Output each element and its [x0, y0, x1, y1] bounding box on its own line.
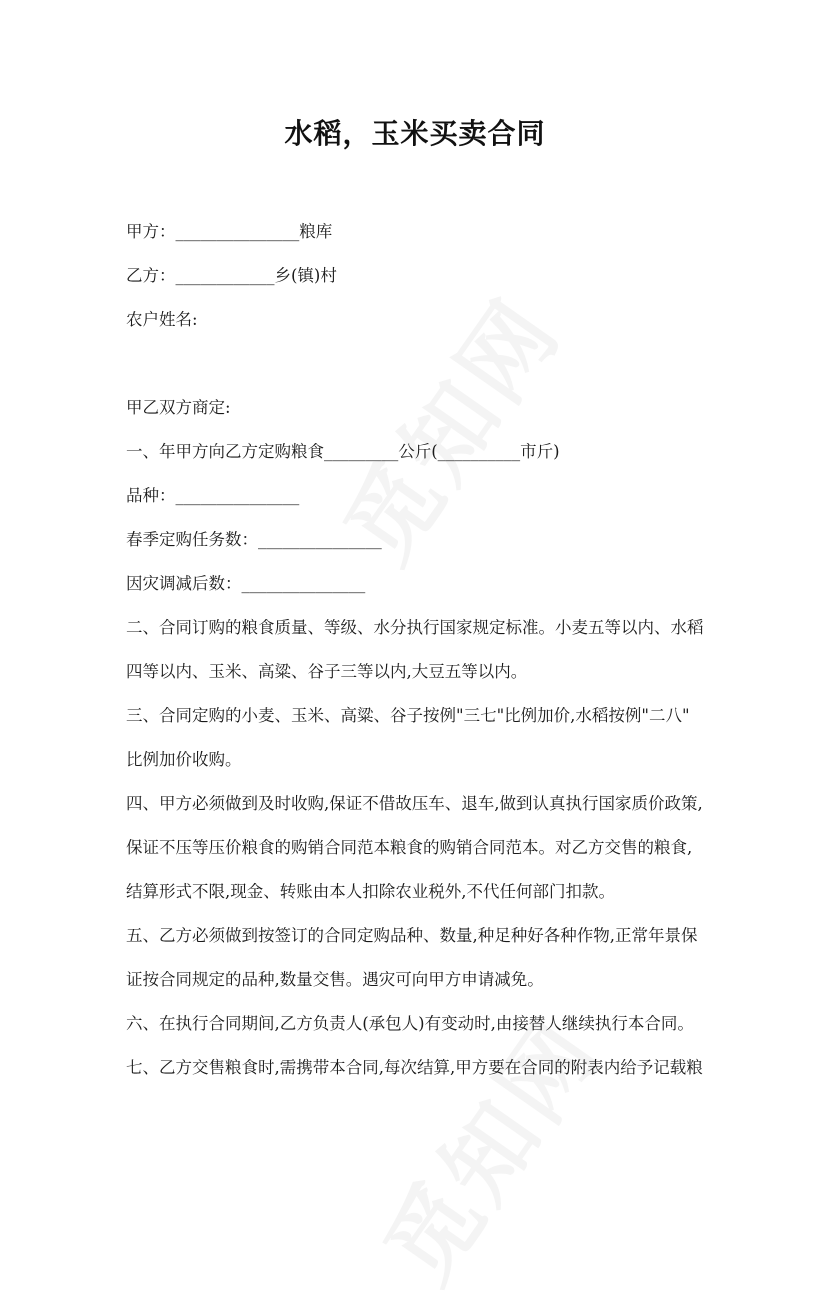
clause-2-line-1: 二、合同订购的粮食质量、等级、水分执行国家规定标准。小麦五等以内、水稻	[126, 618, 704, 637]
clause-1: 一、年甲方向乙方定购粮食_________公斤(__________市斤)	[126, 442, 560, 461]
agreement-intro: 甲乙双方商定:	[126, 398, 231, 417]
document-title: 水稻，玉米买卖合同	[284, 117, 546, 150]
clause-5-line-2: 证按合同规定的品种,数量交售。遇灾可向甲方申请减免。	[126, 970, 544, 989]
clause-2-line-2: 四等以内、玉米、高粱、谷子三等以内,大豆五等以内。	[126, 662, 528, 681]
clause-7-line-1: 七、乙方交售粮食时,需携带本合同,每次结算,甲方要在合同的附表内给予记载粮	[126, 1058, 703, 1077]
clause-4-line-1: 四、甲方必须做到及时收购,保证不借故压车、退车,做到认真执行国家质价政策,	[126, 794, 703, 813]
party-a-line: 甲方：_______________粮库	[126, 222, 333, 241]
clause-3-line-1: 三、合同定购的小麦、玉米、高粱、谷子按例"三七"比例加价,水稻按例"二八"	[126, 706, 690, 725]
farmer-name-line: 农户姓名:	[126, 310, 198, 329]
clause-6: 六、在执行合同期间,乙方负责人(承包人)有变动时,由接替人继续执行本合同。	[126, 1014, 694, 1033]
party-b-line: 乙方：____________乡(镇)村	[126, 266, 337, 285]
clause-4-line-3: 结算形式不限,现金、转账由本人扣除农业税外,不代任何部门扣款。	[126, 882, 615, 901]
variety-line: 品种：_______________	[126, 486, 300, 505]
spring-quota-line: 春季定购任务数：_______________	[126, 530, 382, 549]
watermark	[349, 988, 626, 1304]
clause-4-line-2: 保证不压等压价粮食的购销合同范本粮食的购销合同范本。对乙方交售的粮食,	[126, 838, 693, 857]
clause-5-line-1: 五、乙方必须做到按签订的合同定购品种、数量,种足种好各种作物,正常年景保	[126, 926, 698, 945]
disaster-reduction-line: 因灾调减后数：_______________	[126, 574, 366, 593]
clause-3-line-2: 比例加价收购。	[126, 750, 242, 769]
